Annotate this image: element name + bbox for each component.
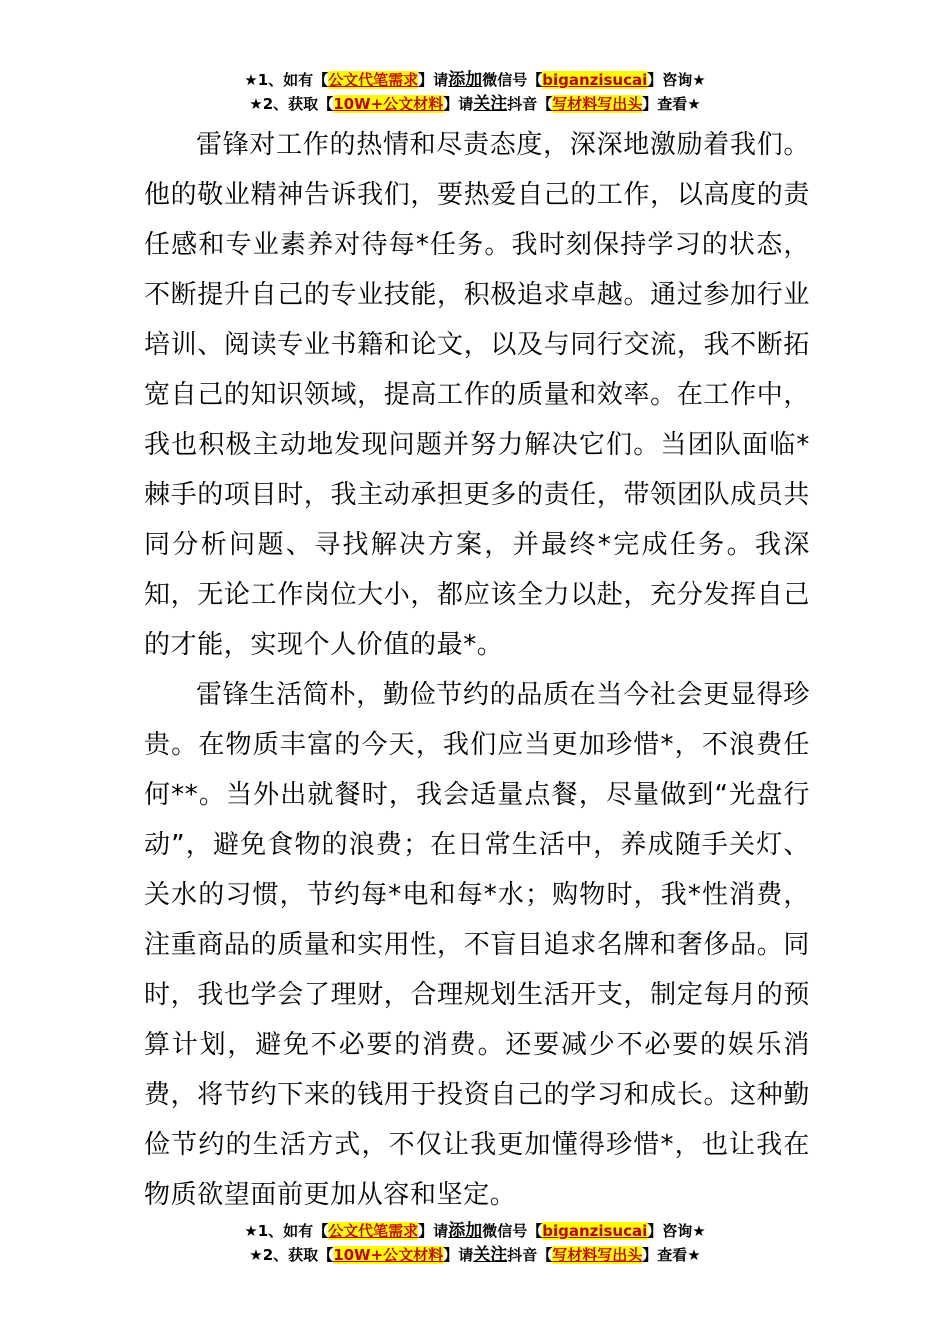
banner-text: ★2、获取【 bbox=[249, 95, 334, 113]
wechat-id-highlight: biganzisucai bbox=[542, 1222, 648, 1240]
banner-underlined-text: 关注 bbox=[473, 94, 508, 114]
banner-highlight: 10W+公文材料 bbox=[333, 1246, 444, 1264]
banner-highlight: 10W+公文材料 bbox=[333, 95, 444, 113]
banner-text: 】请 bbox=[443, 1246, 474, 1264]
banner-text: 微信号【 bbox=[482, 71, 543, 89]
footer-banner-line-1 bbox=[0, 1219, 950, 1243]
header-banner-line-2 bbox=[0, 92, 950, 116]
banner-text: ★2、获取【 bbox=[249, 1246, 334, 1264]
banner-text: 】请 bbox=[418, 71, 449, 89]
header-banner-line-1 bbox=[0, 68, 950, 92]
body-paragraph-1: 雷锋对工作的热情和尽责态度，深深地激励着我们。他的敬业精神告诉我们，要热爱自己的工作，以高度的责任感和专业素养对待每*任务。我时刻保持学习的状态，不断提升自己的专业技能，积极追求卓越。通过参加行业培训、阅读专业书籍和论文，以及与同行交流，我不断拓宽自己的知识领域，提高工作的质量和效率。在工作中，我也积极主动地发现问题并努力解决它们。当团队面临*棘手的项目时，我主动承担更多的责任，带领团队成员共同分析问题、寻找解决方案，并最终*完成任务。我深知，无论工作岗位大小，都应该全力以赴，充分发挥自己的才能，实现个人价值的最*。 bbox=[144, 130, 810, 660]
banner-underlined-text: 添加 bbox=[448, 70, 483, 90]
banner-text: 】请 bbox=[443, 95, 474, 113]
banner-text: ★1、如有【 bbox=[244, 1222, 329, 1240]
banner-text: ★1、如有【 bbox=[244, 71, 329, 89]
wechat-id-highlight: biganzisucai bbox=[542, 71, 648, 89]
footer-banner-line-2 bbox=[0, 1243, 950, 1267]
footer-banner bbox=[0, 1219, 950, 1267]
banner-underlined-text: 关注 bbox=[473, 1245, 508, 1265]
banner-text: 】咨询★ bbox=[647, 1222, 706, 1240]
header-banner bbox=[0, 68, 950, 116]
banner-text: 】请 bbox=[418, 1222, 449, 1240]
banner-text: 抖音【 bbox=[507, 95, 553, 113]
banner-highlight: 公文代笔需求 bbox=[328, 71, 419, 89]
banner-underlined-text: 添加 bbox=[448, 1221, 483, 1241]
douyin-account-highlight: 写材料写出头 bbox=[552, 1246, 643, 1264]
banner-text: 】查看★ bbox=[642, 1246, 701, 1264]
body-paragraph-2: 雷锋生活简朴，勤俭节约的品质在当今社会更显得珍贵。在物质丰富的今天，我们应当更加珍惜*，不浪费任何**。当外出就餐时，我会适量点餐，尽量做到“光盘行动”，避免食物的浪费；在日常生活中，养成随手关灯、关水的习惯，节约每*电和每*水；购物时，我*性消费，注重商品的质量和实用性，不盲目追求名牌和奢侈品。同时，我也学会了理财，合理规划生活开支，制定每月的预算计划，避免不必要的消费。还要减少不必要的娱乐消费，将节约下来的钱用于投资自己的学习和成长。这种勤俭节约的生活方式，不仅让我更加懂得珍惜*，也让我在物质欲望面前更加从容和坚定。 bbox=[144, 680, 810, 1210]
douyin-account-highlight: 写材料写出头 bbox=[552, 95, 643, 113]
banner-text: 抖音【 bbox=[507, 1246, 553, 1264]
banner-highlight: 公文代笔需求 bbox=[328, 1222, 419, 1240]
banner-text: 】咨询★ bbox=[647, 71, 706, 89]
banner-text: 】查看★ bbox=[642, 95, 701, 113]
banner-text: 微信号【 bbox=[482, 1222, 543, 1240]
document-body bbox=[144, 120, 810, 1220]
